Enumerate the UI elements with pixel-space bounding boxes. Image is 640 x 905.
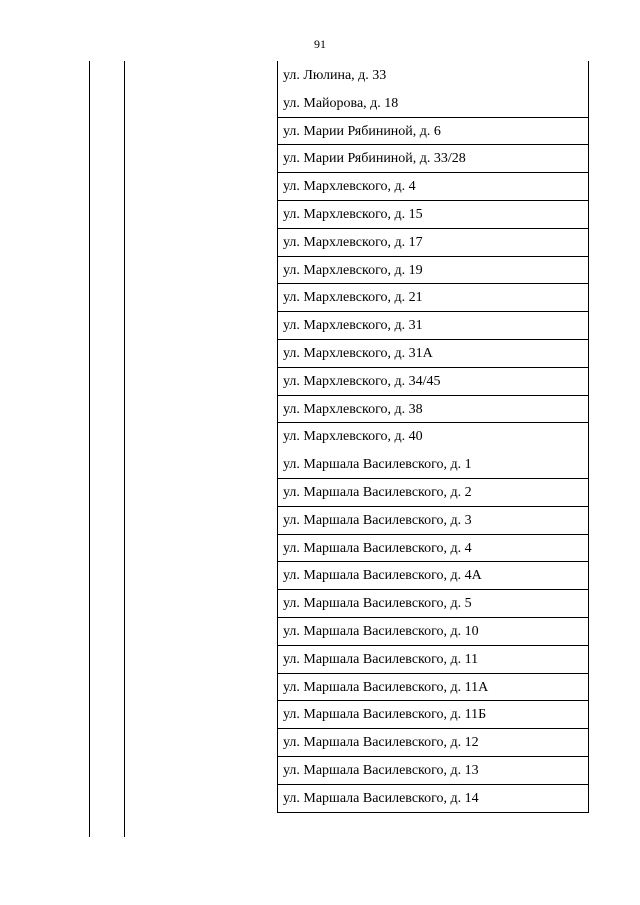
table-row — [278, 422, 588, 450]
table-row — [278, 506, 588, 534]
address-cell: ул. Маршала Василевского, д. 5 — [283, 596, 472, 612]
table-row — [278, 367, 588, 395]
table-row — [278, 534, 588, 562]
table-row — [278, 617, 588, 645]
table-row — [278, 450, 588, 478]
address-cell: ул. Люлина, д. 33 — [283, 68, 387, 83]
address-cell: ул. Мархлевского, д. 15 — [283, 206, 423, 222]
address-cell: ул. Мархлевского, д. 31А — [283, 345, 433, 361]
page-number: 91 — [314, 37, 326, 51]
table-row — [278, 589, 588, 617]
table-row — [278, 700, 588, 728]
table-column-rule-left — [89, 61, 90, 837]
table-column-rule-inner — [124, 61, 125, 837]
address-cell: ул. Мархлевского, д. 31 — [283, 318, 423, 334]
table-row — [278, 339, 588, 367]
table-row — [278, 117, 588, 145]
address-cell: ул. Марии Рябининой, д. 33/28 — [283, 151, 466, 167]
address-cell: ул. Майорова, д. 18 — [283, 95, 399, 111]
table-row — [278, 172, 588, 200]
table-row — [278, 728, 588, 756]
table-row — [278, 311, 588, 339]
address-cell: ул. Маршала Василевского, д. 11 — [283, 651, 479, 667]
address-cell: ул. Мархлевского, д. 19 — [283, 262, 423, 278]
table-row — [278, 673, 588, 701]
table-row — [278, 478, 588, 506]
table-row — [278, 395, 588, 423]
address-cell: ул. Маршала Василевского, д. 2 — [283, 484, 472, 500]
address-cell: ул. Маршала Василевского, д. 1 — [283, 457, 472, 473]
table-row — [278, 283, 588, 311]
address-cell: ул. Маршала Василевского, д. 14 — [283, 790, 479, 806]
table-row — [278, 144, 588, 172]
address-cell: ул. Маршала Василевского, д. 10 — [283, 623, 479, 639]
table-row — [278, 756, 588, 784]
address-cell: ул. Маршала Василевского, д. 11Б — [283, 707, 487, 723]
address-table — [277, 61, 589, 813]
address-cell: ул. Маршала Василевского, д. 11А — [283, 679, 489, 695]
table-row — [278, 200, 588, 228]
table-row — [278, 784, 588, 812]
table-row — [278, 561, 588, 589]
address-cell: ул. Мархлевского, д. 4 — [283, 179, 416, 195]
table-row — [278, 228, 588, 256]
table-row — [278, 61, 588, 89]
address-cell: ул. Мархлевского, д. 40 — [283, 429, 423, 445]
address-cell: ул. Маршала Василевского, д. 4А — [283, 568, 482, 584]
address-cell: ул. Маршала Василевского, д. 4 — [283, 540, 472, 556]
address-cell: ул. Мархлевского, д. 38 — [283, 401, 423, 417]
address-cell: ул. Мархлевского, д. 17 — [283, 234, 423, 250]
address-cell: ул. Маршала Василевского, д. 3 — [283, 512, 472, 528]
address-cell: ул. Маршала Василевского, д. 13 — [283, 762, 479, 778]
table-row — [278, 645, 588, 673]
table-row — [278, 89, 588, 117]
table-row — [278, 256, 588, 284]
address-cell: ул. Маршала Василевского, д. 12 — [283, 735, 479, 751]
address-cell: ул. Мархлевского, д. 34/45 — [283, 373, 441, 389]
address-cell: ул. Мархлевского, д. 21 — [283, 290, 423, 306]
address-cell: ул. Марии Рябининой, д. 6 — [283, 123, 441, 139]
